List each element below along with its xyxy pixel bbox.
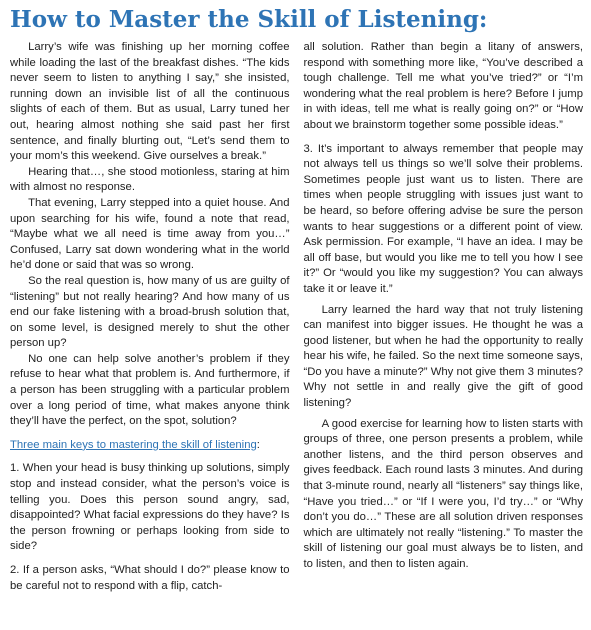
keys-heading-colon: : bbox=[256, 438, 260, 451]
key-1: 1. When your head is busy thinking up solutions, simply stop and instead consider, what the person’s voice is telling you. Does this person sound angry, sad, disappointed? What facial expressions do they have? Is the person frowning or perhaps looking from side to side? bbox=[10, 462, 290, 553]
paragraph-intro: Larry’s wife was finishing up her morning coffee while loading the last of the breakfast dishes. “The kids never seem to listen to anything I say,” she insisted, running down an invisible list of all the continuous slights of each of them. But as usual, Larry tuned her out, hearing almost nothing she said past her first sentence, and finally blurting out, “Let’s send them to your mom’s this weekend. Give ourselves a break.” bbox=[10, 41, 290, 163]
left-column bbox=[10, 40, 290, 594]
keys-heading bbox=[10, 438, 290, 454]
article-title: How to Master the Skill of Listening: bbox=[10, 6, 488, 33]
key-3: 3. It’s important to always remember that people may not always tell us things so we’ll solve their problems. Sometimes people just want us to listen. There are times when people struggling with issues just want to be heard, so before offering advise be sure the person wants to hear suggestions or a different point of view. Ask permission. For example, “I have an idea. I may be all off base, but would you like me to tell you how I see it?” Or “would you like my suggestion? You can always take it or leave it.” bbox=[303, 142, 583, 295]
keys-heading-link[interactable]: Three main keys to mastering the skill of listening bbox=[10, 438, 257, 451]
key-2-end: all solution. Rather than begin a litany of answers, respond with something more like, “You’ve described a tough challenge. Tell me what you’ve tried?” or “I’m wondering what the real problem is here? Before I jump in with ideas, tell me what is really going on?” or “How about we brainstorm together some possible ideas.” bbox=[303, 41, 583, 131]
right-column bbox=[304, 40, 584, 594]
paragraph-larry-learned: Larry learned the hard way that not truly listening can manifest into bigger issues. He thought he was a good listener, but when he had the opportunity to really hear his wife, he failed. So the next time someone says, “Do you have a minute?” Why not give them 3 minutes? Why not settle in and really give the gift of good listening? bbox=[303, 303, 583, 410]
key-2-start: 2. If a person asks, “What should I do?” please know to be careful not to respond with a flip, catch- bbox=[10, 564, 290, 592]
paragraph-no-one: No one can help solve another’s problem if they refuse to hear what that problem is. And furthermore, if a person has been struggling with a particular problem over a long period of time, what makes anyone think they’ll have the perfect, on the spot, solution? bbox=[10, 352, 290, 428]
article-columns bbox=[10, 40, 583, 594]
paragraph-evening: That evening, Larry stepped into a quiet house. And upon searching for his wife, found a note that read, “Maybe what we all need is time away from you…” Confused, Larry sat down wondering what in the world he’d done or said that was so wrong. bbox=[10, 196, 290, 272]
paragraph-question: So the real question is, how many of us are guilty of “listening” but not really hearing? And how many of us end our fake listening with a broad-brush solution that, on some level, is designed merely to shut the other person up? bbox=[10, 274, 290, 350]
paragraph-exercise: A good exercise for learning how to listen starts with groups of three, one person presents a problem, while another listens, and the third person observes and gives feedback. Each round lasts 3 minutes. And during that 3-minute round, nearly all “listeners” say things like, “Have you tried…” or “If I were you, I’d try…” or “Why don’t you do…” These are all solution driven responses which are ultimately not really “listening.” To master the skill of listening our goal must always be to listen, and to listen, and then to listen again. bbox=[303, 417, 583, 570]
paragraph-hearing: Hearing that…, she stood motionless, staring at him with almost no response. bbox=[10, 165, 290, 194]
